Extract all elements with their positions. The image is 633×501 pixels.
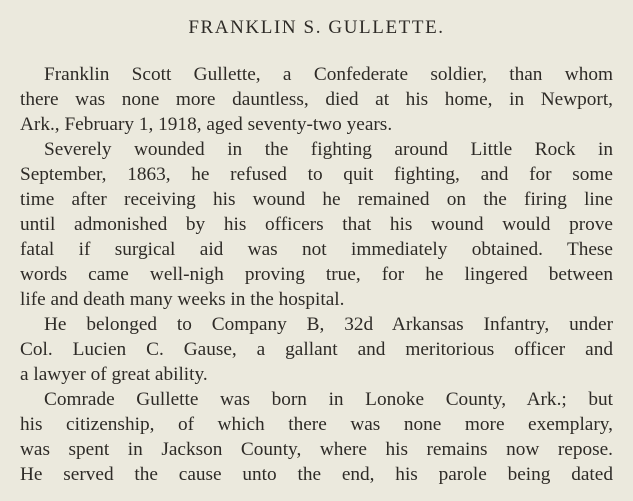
text-line: time after receiving his wound he remained on the firing line (20, 189, 613, 210)
text-line: his citizenship, of which there was none more exemplary, (20, 414, 613, 435)
text-line: September, 1863, he refused to quit fighting, and for some (20, 164, 613, 185)
text-line: Col. Lucien C. Gause, a gallant and meritorious officer and (20, 339, 613, 360)
text-line: there was none more dauntless, died at his home, in Newport, (20, 89, 613, 110)
text-line: Ark., February 1, 1918, aged seventy-two years. (20, 114, 393, 135)
text-line: Comrade Gullette was born in Lonoke County, Ark.; but (44, 389, 613, 410)
text-line: Severely wounded in the fighting around Little Rock in (44, 139, 613, 160)
text-line: until admonished by his officers that his wound would prove (20, 214, 613, 235)
text-line: a lawyer of great ability. (20, 364, 208, 385)
text-line: was spent in Jackson County, where his remains now repose. (20, 439, 613, 460)
text-line: He served the cause unto the end, his parole being dated (20, 464, 613, 485)
text-line: He belonged to Company B, 32d Arkansas Infantry, under (44, 314, 613, 335)
page-title: FRANKLIN S. GULLETTE. (188, 17, 445, 38)
text-line: life and death many weeks in the hospital. (20, 289, 345, 310)
text-line: Franklin Scott Gullette, a Confederate soldier, than whom (44, 64, 613, 85)
text-line: words came well-nigh proving true, for he lingered between (20, 264, 613, 285)
text-line: fatal if surgical aid was not immediately obtained. These (20, 239, 613, 260)
